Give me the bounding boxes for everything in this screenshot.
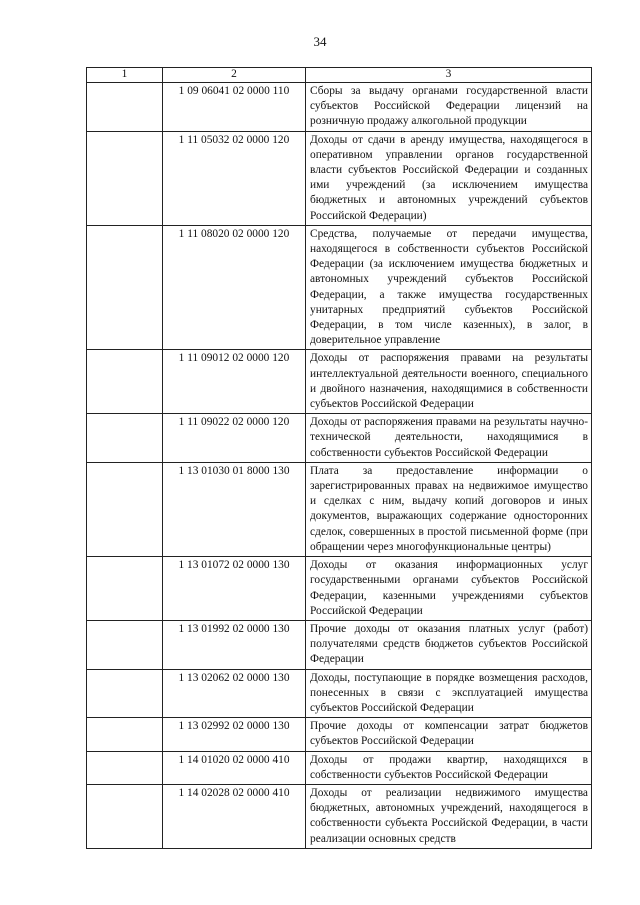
table-row bbox=[87, 784, 592, 848]
budget-code: 1 13 01072 02 0000 130 bbox=[163, 557, 306, 621]
empty-cell bbox=[87, 557, 163, 621]
empty-cell bbox=[87, 462, 163, 556]
table-row bbox=[87, 751, 592, 784]
budget-code: 1 09 06041 02 0000 110 bbox=[163, 83, 306, 132]
income-description: Доходы от распоряжения правами на результаты интеллектуальной деятельности военного, специального и двойного назначения, находящимися в собственности субъектов Российской Федерации bbox=[306, 350, 592, 414]
budget-code: 1 11 08020 02 0000 120 bbox=[163, 225, 306, 350]
table-row bbox=[87, 414, 592, 463]
budget-code: 1 11 09022 02 0000 120 bbox=[163, 414, 306, 463]
income-description: Прочие доходы от компенсации затрат бюджетов субъектов Российской Федерации bbox=[306, 718, 592, 751]
budget-code: 1 13 02062 02 0000 130 bbox=[163, 669, 306, 718]
budget-code: 1 11 05032 02 0000 120 bbox=[163, 131, 306, 225]
income-description: Доходы от продажи квартир, находящихся в собственности субъектов Российской Федерации bbox=[306, 751, 592, 784]
income-description: Сборы за выдачу органами государственной власти субъектов Российской Федерации лицензий на розничную продажу алкогольной продукции bbox=[306, 83, 592, 132]
table-row bbox=[87, 462, 592, 556]
table-row bbox=[87, 669, 592, 718]
table-row bbox=[87, 718, 592, 751]
table-header-row bbox=[87, 68, 592, 83]
table-row bbox=[87, 131, 592, 225]
empty-cell bbox=[87, 751, 163, 784]
table-row bbox=[87, 83, 592, 132]
budget-code: 1 13 02992 02 0000 130 bbox=[163, 718, 306, 751]
budget-code: 1 14 01020 02 0000 410 bbox=[163, 751, 306, 784]
empty-cell bbox=[87, 131, 163, 225]
empty-cell bbox=[87, 718, 163, 751]
table-row bbox=[87, 620, 592, 669]
empty-cell bbox=[87, 620, 163, 669]
empty-cell bbox=[87, 414, 163, 463]
income-description: Средства, получаемые от передачи имущества, находящегося в собственности субъектов Российской Федерации (за исключением имущества бюджетных и автономных учреждений субъектов Российской Федерации, а также имущества государственных унитарных предприятий субъектов Российской Федерации, в том числе казенных), в залог, в доверительное управление bbox=[306, 225, 592, 350]
empty-cell bbox=[87, 350, 163, 414]
table-row bbox=[87, 225, 592, 350]
income-description: Доходы, поступающие в порядке возмещения расходов, понесенных в связи с эксплуатацией имущества субъектов Российской Федерации bbox=[306, 669, 592, 718]
income-codes-table bbox=[86, 67, 592, 849]
budget-code: 1 13 01992 02 0000 130 bbox=[163, 620, 306, 669]
empty-cell bbox=[87, 83, 163, 132]
empty-cell bbox=[87, 225, 163, 350]
page-number: 34 bbox=[313, 34, 327, 49]
column-header-3: 3 bbox=[306, 68, 592, 83]
empty-cell bbox=[87, 784, 163, 848]
income-description: Доходы от реализации недвижимого имущества бюджетных, автономных учреждений, находящегося в собственности субъекта Российской Федерации, в части реализации основных средств bbox=[306, 784, 592, 848]
income-description: Прочие доходы от оказания платных услуг (работ) получателями средств бюджетов субъектов Российской Федерации bbox=[306, 620, 592, 669]
income-description: Плата за предоставление информации о зарегистрированных правах на недвижимое имущество и сделках с ним, выдачу копий договоров и иных документов, выражающих содержание односторонних сделок, совершенных в простой письменной форме (при обращении через многофункциональные центры) bbox=[306, 462, 592, 556]
income-description: Доходы от сдачи в аренду имущества, находящегося в оперативном управлении органов государственной власти субъектов Российской Федерации и созданных ими учреждений (за исключением имущества бюджетных и автономных учреждений субъектов Российской Федерации) bbox=[306, 131, 592, 225]
budget-code: 1 11 09012 02 0000 120 bbox=[163, 350, 306, 414]
income-description: Доходы от оказания информационных услуг государственными органами субъектов Российской Федерации, казенными учреждениями субъектов Российской Федерации bbox=[306, 557, 592, 621]
empty-cell bbox=[87, 669, 163, 718]
table-row bbox=[87, 350, 592, 414]
budget-code: 1 14 02028 02 0000 410 bbox=[163, 784, 306, 848]
column-header-1: 1 bbox=[87, 68, 163, 83]
income-description: Доходы от распоряжения правами на результаты научно-технической деятельности, находящимися в собственности субъектов Российской Федерации bbox=[306, 414, 592, 463]
budget-code: 1 13 01030 01 8000 130 bbox=[163, 462, 306, 556]
column-header-2: 2 bbox=[163, 68, 306, 83]
table-row bbox=[87, 557, 592, 621]
